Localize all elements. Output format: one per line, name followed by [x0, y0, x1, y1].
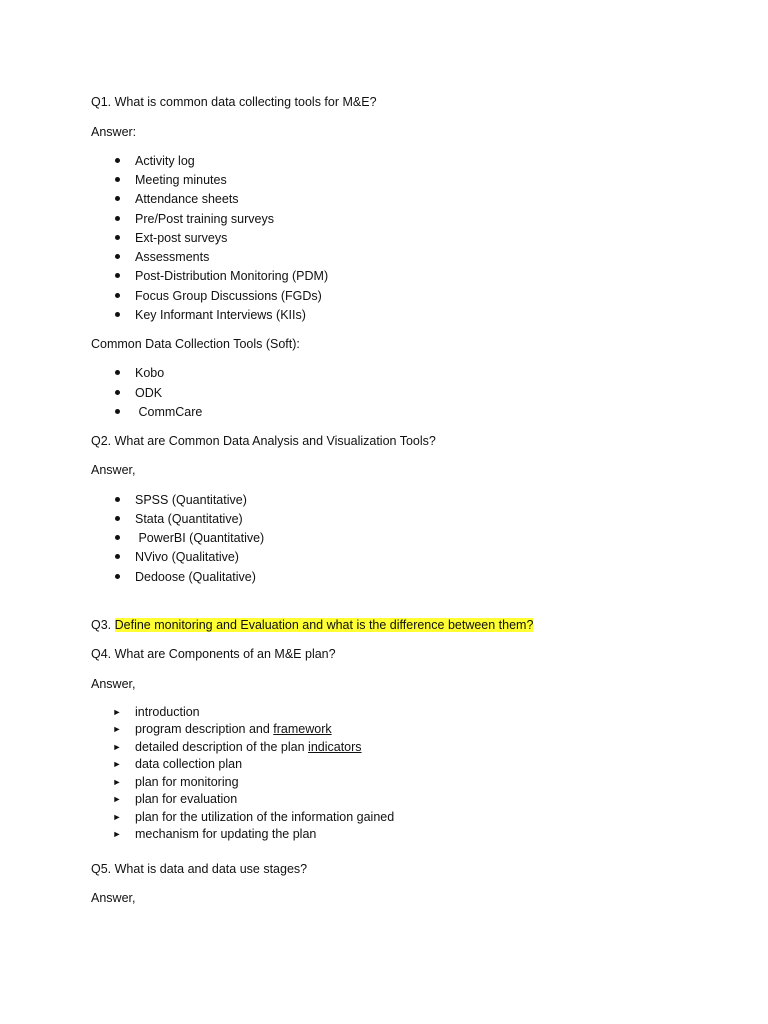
bullet-icon — [112, 492, 122, 508]
framework-link[interactable]: framework — [273, 722, 332, 736]
soft-tools-label: Common Data Collection Tools (Soft): — [91, 337, 300, 351]
bullet-icon — [112, 569, 122, 585]
bullet-icon — [112, 549, 122, 565]
bullet-icon — [112, 530, 122, 546]
q1-question: Q1. What is common data collecting tools for M&E? — [91, 95, 377, 109]
q2-answer-label: Answer, — [91, 463, 136, 477]
arrow-bullet-icon: ► — [112, 707, 122, 717]
arrow-bullet-icon: ► — [112, 777, 122, 787]
bullet-icon — [112, 249, 122, 265]
arrow-bullet-icon: ► — [112, 829, 122, 839]
document-page: Q1. What is common data collecting tools for M&E? Answer: Activity log Meeting minutes Attendance sheets Pre/Post training surveys Ext-post surveys Assessments Post-Distribution Monitoring (PDM) Focus Group Discussions (FGDs) Key Informant Interviews (KIIs) Common Data Collection Tools (Soft): Kobo ODK CommCare Q2. What are Common Data Analysis and Visualization Tools? Answer, SPSS (Quantitative) Stata (Quantitative) PowerBI (Quantitative) NVivo (Qualitative) Dedoose (Qualitative) Q3. Define monitoring and Evaluation and what is the difference between them? Q4. What are Components of an M&E plan? Answer, ► introduction ► program description and framework ► detailed description of the plan indicators ► data collection plan ► plan for monitoring ► plan for evaluation ► plan for the utilization of the information gained ► mechanism for updating the plan Q5. What is data and data use stages? Answer, — [91, 95, 534, 905]
q5-question: Q5. What is data and data use stages? — [91, 862, 308, 876]
bullet-icon — [112, 211, 122, 227]
q3-highlighted-text: Define monitoring and Evaluation and what is the difference between them? — [114, 618, 534, 632]
q3-question — [91, 617, 533, 633]
bullet-icon — [112, 404, 122, 420]
arrow-bullet-icon: ► — [112, 794, 122, 804]
bullet-icon — [112, 153, 122, 169]
bullet-icon — [112, 172, 122, 188]
bullet-icon — [112, 288, 122, 304]
q4-question: Q4. What are Components of an M&E plan? — [91, 647, 336, 661]
arrow-bullet-icon: ► — [112, 759, 122, 769]
bullet-icon — [112, 191, 122, 207]
bullet-icon — [112, 365, 122, 381]
bullet-icon — [112, 268, 122, 284]
q4-answer-label: Answer, — [91, 677, 136, 691]
indicators-link[interactable]: indicators — [308, 740, 362, 754]
bullet-icon — [112, 385, 122, 401]
q1-answer-label: Answer: — [91, 125, 137, 139]
bullet-icon — [112, 307, 122, 323]
arrow-bullet-icon: ► — [112, 742, 122, 752]
bullet-icon — [112, 230, 122, 246]
bullet-icon — [112, 511, 122, 527]
q2-question: Q2. What are Common Data Analysis and Visualization Tools? — [91, 434, 436, 448]
arrow-bullet-icon: ► — [112, 812, 122, 822]
q5-answer-label: Answer, — [91, 891, 136, 905]
q3-prefix: Q3. — [91, 618, 115, 632]
arrow-bullet-icon: ► — [112, 724, 122, 734]
